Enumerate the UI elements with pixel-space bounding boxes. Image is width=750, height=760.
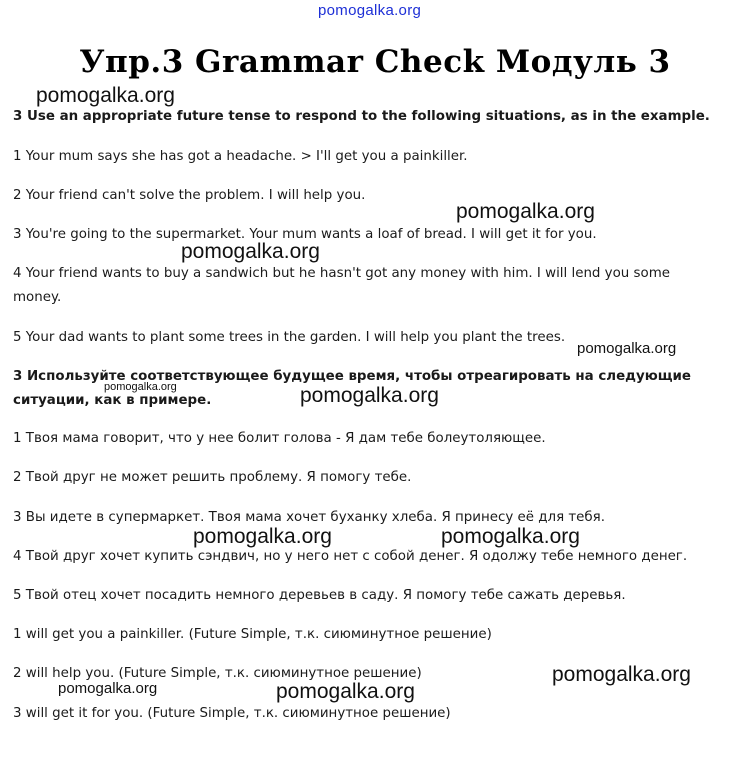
watermark: pomogalka.org bbox=[276, 680, 415, 703]
watermark: pomogalka.org bbox=[193, 525, 332, 548]
watermark: pomogalka.org bbox=[552, 663, 691, 686]
watermark: pomogalka.org bbox=[441, 525, 580, 548]
russian-item-5: 5 Твой отец хочет посадить немного деревьев в саду. Я помогу тебе сажать деревья. bbox=[13, 588, 626, 603]
russian-item-1: 1 Твоя мама говорит, что у нее болит голова - Я дам тебе болеутоляющее. bbox=[13, 431, 546, 446]
watermark: pomogalka.org bbox=[36, 84, 175, 107]
watermark: pomogalka.org bbox=[104, 381, 177, 393]
russian-task-heading: 3 Используйте соответствующее будущее время, чтобы отреагировать на следующие ситуации, как в примере. bbox=[13, 369, 691, 408]
answer-1: 1 will get you a painkiller. (Future Simple, т.к. сиюминутное решение) bbox=[13, 627, 492, 642]
english-item-1: 1 Your mum says she has got a headache. > I'll get you a painkiller. bbox=[13, 149, 468, 164]
english-task-heading: 3 Use an appropriate future tense to respond to the following situations, as in the example. bbox=[13, 109, 710, 124]
english-item-3: 3 You're going to the supermarket. Your mum wants a loaf of bread. I will get it for you. bbox=[13, 227, 597, 242]
answer-3: 3 will get it for you. (Future Simple, т.к. сиюминутное решение) bbox=[13, 706, 451, 721]
english-item-5: 5 Your dad wants to plant some trees in the garden. I will help you plant the trees. bbox=[13, 330, 566, 345]
watermark: pomogalka.org bbox=[456, 200, 595, 223]
english-item-2: 2 Your friend can't solve the problem. I will help you. bbox=[13, 188, 366, 203]
site-link[interactable]: pomogalka.org bbox=[318, 2, 422, 19]
russian-item-4: 4 Твой друг хочет купить сэндвич, но у него нет с собой денег. Я одолжу тебе немного денег. bbox=[13, 549, 688, 564]
watermark: pomogalka.org bbox=[577, 340, 677, 357]
watermark: pomogalka.org bbox=[300, 384, 439, 407]
answer-2: 2 will help you. (Future Simple, т.к. сиюминутное решение) bbox=[13, 666, 422, 681]
watermark: pomogalka.org bbox=[181, 240, 320, 263]
watermark: pomogalka.org bbox=[58, 680, 158, 697]
russian-item-2: 2 Твой друг не может решить проблему. Я помогу тебе. bbox=[13, 470, 412, 485]
english-item-4: 4 Your friend wants to buy a sandwich but he hasn't got any money with him. I will lend you some money. bbox=[13, 266, 670, 305]
page-title: Упр.3 Grammar Check Модуль 3 bbox=[79, 44, 671, 80]
russian-item-3: 3 Вы идете в супермаркет. Твоя мама хочет буханку хлеба. Я принесу её для тебя. bbox=[13, 510, 605, 525]
